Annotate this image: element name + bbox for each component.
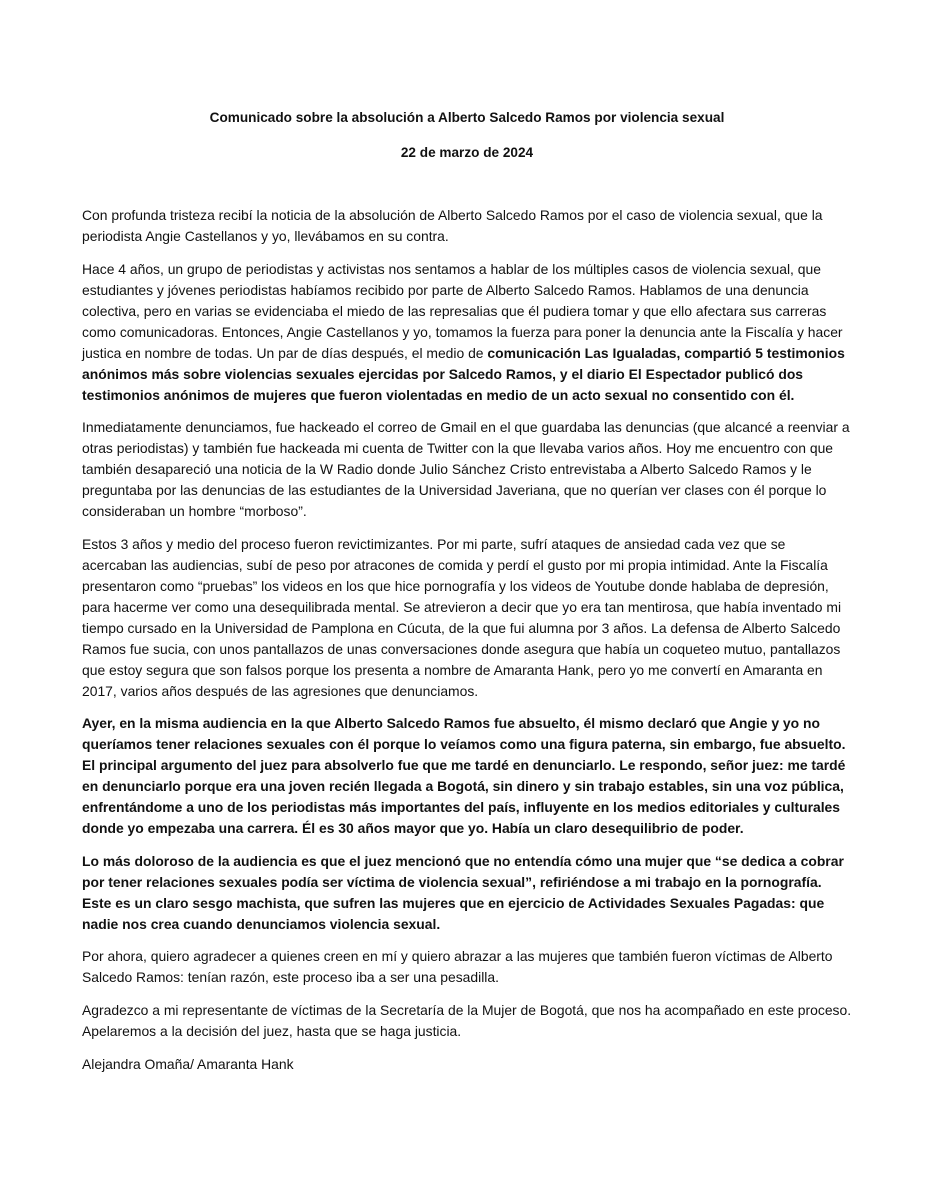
document-title: Comunicado sobre la absolución a Alberto Salcedo Ramos por violencia sexual (209, 110, 725, 125)
paragraph-2 (82, 259, 852, 406)
paragraph-8: Agradezco a mi representante de víctimas de la Secretaría de la Mujer de Bogotá, que nos ha acompañado en este proceso. Apelaremos a la decisión del juez, hasta que se haga justicia. (82, 1001, 852, 1039)
paragraph-2-regular-text: Hace 4 años, un grupo de periodistas y activistas nos sentamos a hablar de los múltiples casos de violencia sexual, que estudiantes y jóvenes periodistas habíamos recibido por parte de Alberto Salcedo Ramos. Hablamos de una denuncia colectiva, pero en varias se evidenciaba el miedo de las represalias que él pudiera tomar y que ello afectara sus carreras como comunicadoras. Entonces, Angie Castellanos y yo, tomamos la fuerza para poner la denuncia ante la Fiscalía y hacer justica en nombre de todas. Un par de días después, el medio de (82, 260, 843, 361)
document-date: 22 de marzo de 2024 (400, 145, 534, 160)
paragraph-4: Estos 3 años y medio del proceso fueron revictimizantes. Por mi parte, sufrí ataques de ansiedad cada vez que se acercaban las audiencias, subí de peso por atracones de comida y perdí el gusto por mi propia intimidad. Ante la Fiscalía presentaron como “pruebas” los videos en los que hice pornografía y los videos de Youtube donde hablaba de depresión, para hacerme ver como una desequilibrada mental. Se atrevieron a decir que yo era tan mentirosa, que había inventado mi tiempo cursado en la Universidad de Pamplona en Cúcuta, de la que fui alumna por 3 años. La defensa de Alberto Salcedo Ramos fue sucia, con unos pantallazos de unas conversaciones donde asegura que había un coqueteo mutuo, pantallazos que estoy segura que son falsos porque los presenta a nombre de Amaranta Hank, pero yo me convertí en Amaranta en 2017, varios años después de las agresiones que denunciamos. (82, 535, 842, 699)
document-body (82, 205, 852, 1053)
paragraph-2-bold-text: comunicación Las Igualadas, compartió 5 testimonios anónimos más sobre violencias sexuales ejercidas por Salcedo Ramos, y el diario El Espectador publicó dos testimonios anónimos de mujeres que fueron violentadas en medio de un acto sexual no consentido con él. (82, 344, 845, 403)
paragraph-5: Ayer, en la misma audiencia en la que Alberto Salcedo Ramos fue absuelto, él mismo declaró que Angie y yo no queríamos tener relaciones sexuales con él porque lo veíamos como una figura paterna, sin embargo, fue absuelto. El principal argumento del juez para absolverlo fue que me tardé en denunciarlo. Le respondo, señor juez: me tardé en denunciarlo porque era una joven recién llegada a Bogotá, sin dinero y sin trabajo estables, sin una voz pública, enfrentándome a uno de los periodistas más importantes del país, influyente en los medios editoriales y culturales donde yo empezaba una carrera. Él es 30 años mayor que yo. Había un claro desequilibrio de poder. (82, 715, 846, 836)
paragraph-3: Inmediatamente denunciamos, fue hackeado el correo de Gmail en el que guardaba las denuncias (que alcancé a reenviar a otras periodistas) y también fue hackeada mi cuenta de Twitter con la que llevaba varios años. Hoy me encuentro con que también desapareció una noticia de la W Radio donde Julio Sánchez Cristo entrevistaba a Alberto Salcedo Ramos y le preguntaba por las denuncias de las estudiantes de la Universidad Javeriana, que no querían ver clases con él porque lo consideraban un hombre “morboso”. (82, 419, 850, 519)
paragraph-6: Lo más doloroso de la audiencia es que el juez mencionó que no entendía cómo una mujer que “se dedica a cobrar por tener relaciones sexuales podía ser víctima de violencia sexual”, refiriéndose a mi trabajo en la pornografía. Este es un claro sesgo machista, que sufren las mujeres que en ejercicio de Actividades Sexuales Pagadas: que nadie nos crea cuando denunciamos violencia sexual. (82, 852, 844, 932)
paragraph-7: Por ahora, quiero agradecer a quienes creen en mí y quiero abrazar a las mujeres que también fueron víctimas de Alberto Salcedo Ramos: tenían razón, este proceso iba a ser una pesadilla. (82, 948, 833, 985)
signature: Alejandra Omaña/ Amaranta Hank (82, 1056, 294, 1072)
paragraph-1: Con profunda tristeza recibí la noticia de la absolución de Alberto Salcedo Ramos por el caso de violencia sexual, que la periodista Angie Castellanos y yo, llevábamos en su contra. (82, 207, 823, 244)
